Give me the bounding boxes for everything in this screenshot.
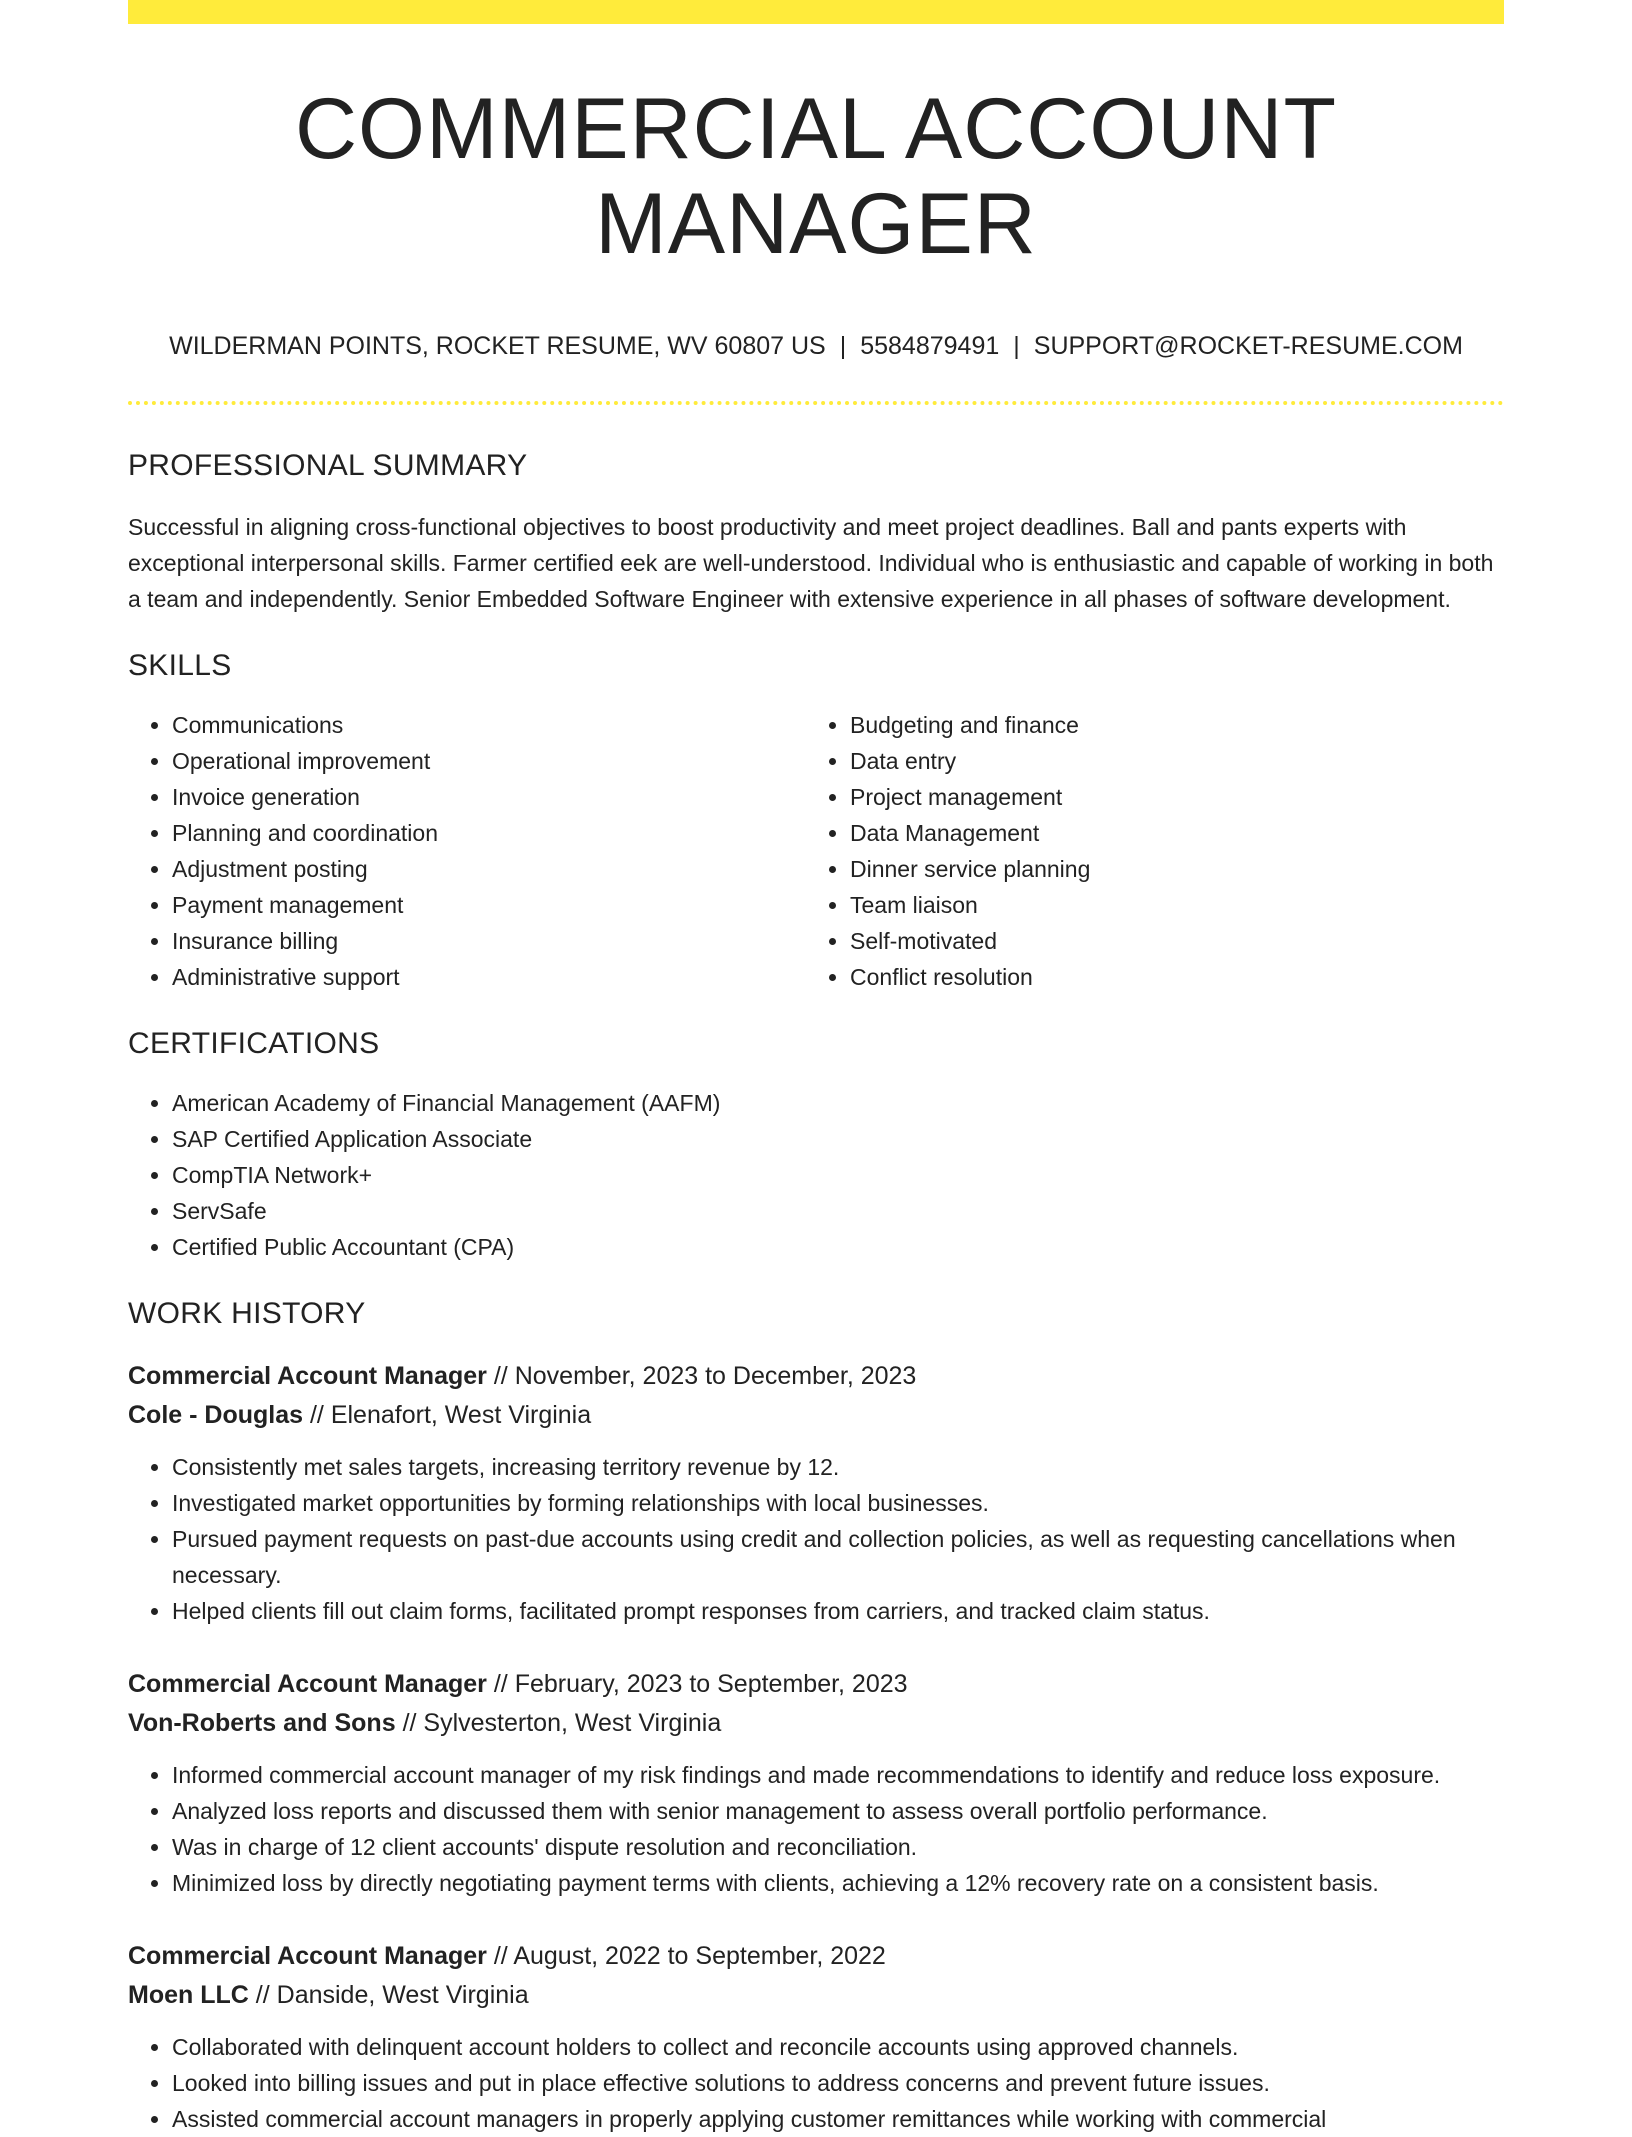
certification-item: • American Academy of Financial Management (AAFM) bbox=[172, 1085, 1504, 1121]
job-entry bbox=[128, 1357, 1504, 1629]
job-company: Cole - Douglas bbox=[128, 1401, 304, 1430]
job-bullet: • Consistently met sales targets, increasing territory revenue by 12. bbox=[172, 1449, 1504, 1485]
job-bullet: • Was in charge of 12 client accounts' dispute resolution and reconciliation. bbox=[172, 1829, 1504, 1865]
contact-separator: | bbox=[1013, 332, 1020, 361]
summary-heading: PROFESSIONAL SUMMARY bbox=[128, 449, 528, 483]
job-role-line bbox=[128, 1937, 1504, 1976]
job-company-line bbox=[128, 1396, 1504, 1435]
skill-item: • Conflict resolution bbox=[850, 959, 1484, 995]
job-entry bbox=[128, 1937, 1504, 2137]
skills-list-left bbox=[128, 707, 806, 995]
job-bullet: • Analyzed loss reports and discussed them with senior management to assess overall portfolio performance. bbox=[172, 1793, 1504, 1829]
contact-line bbox=[128, 331, 1504, 361]
job-entry bbox=[128, 1665, 1504, 1901]
contact-address: WILDERMAN POINTS, ROCKET RESUME, WV 60807 US bbox=[169, 332, 826, 361]
job-location: Sylvesterton, West Virginia bbox=[423, 1709, 722, 1738]
job-location: Elenafort, West Virginia bbox=[330, 1401, 592, 1430]
job-bullet: • Helped clients fill out claim forms, facilitated prompt responses from carriers, and tracked claim status. bbox=[172, 1593, 1504, 1629]
certifications-heading: CERTIFICATIONS bbox=[128, 1027, 380, 1061]
job-bullet: • Assisted commercial account managers in properly applying customer remittances while working with commercial bbox=[172, 2101, 1504, 2137]
job-bullet: • Investigated market opportunities by forming relationships with local businesses. bbox=[172, 1485, 1504, 1521]
contact-email: SUPPORT@ROCKET-RESUME.COM bbox=[1033, 332, 1463, 361]
job-role-line bbox=[128, 1665, 1504, 1704]
skill-item: • Administrative support bbox=[172, 959, 806, 995]
job-bullets bbox=[128, 1757, 1504, 1901]
job-separator: // bbox=[493, 1362, 508, 1391]
job-bullet: • Informed commercial account manager of my risk findings and made recommendations to identify and reduce loss exposure. bbox=[172, 1757, 1504, 1793]
certification-item: • SAP Certified Application Associate bbox=[172, 1121, 1504, 1157]
skills-list-right bbox=[806, 707, 1484, 995]
job-role: Commercial Account Manager bbox=[128, 1942, 487, 1971]
certification-item: • CompTIA Network+ bbox=[172, 1157, 1504, 1193]
job-role-line bbox=[128, 1357, 1504, 1396]
job-bullets bbox=[128, 2029, 1504, 2137]
certification-item: • ServSafe bbox=[172, 1193, 1504, 1229]
job-company: Von-Roberts and Sons bbox=[128, 1709, 396, 1738]
resume-title: COMMERCIAL ACCOUNT MANAGER bbox=[294, 81, 1338, 272]
summary-text: Successful in aligning cross-functional objectives to boost productivity and meet project deadlines. Ball and pants experts with exceptional interpersonal skills. Farmer certified eek are well-understood. Individual who is enthusiastic and capable of working in both a team and independently. Senior Embedded Software Engineer with extensive experience in all phases of software development. bbox=[128, 514, 1494, 613]
accent-bar bbox=[128, 0, 1504, 24]
job-bullets bbox=[128, 1449, 1504, 1629]
contact-phone: 5584879491 bbox=[860, 332, 1000, 361]
job-location: Danside, West Virginia bbox=[276, 1981, 529, 2010]
job-company-line bbox=[128, 1976, 1504, 2015]
skill-item: • Planning and coordination bbox=[172, 815, 806, 851]
job-bullet: • Collaborated with delinquent account holders to collect and reconcile accounts using approved channels. bbox=[172, 2029, 1504, 2065]
skill-item: • Operational improvement bbox=[172, 743, 806, 779]
certification-item: • Certified Public Accountant (CPA) bbox=[172, 1229, 1504, 1265]
job-separator: // bbox=[493, 1942, 508, 1971]
job-separator: // bbox=[402, 1709, 417, 1738]
skill-item: • Self-motivated bbox=[850, 923, 1484, 959]
skill-item: • Data entry bbox=[850, 743, 1484, 779]
skill-item: • Team liaison bbox=[850, 887, 1484, 923]
job-dates: February, 2023 to September, 2023 bbox=[514, 1670, 908, 1699]
header-divider bbox=[128, 401, 1504, 405]
job-dates: November, 2023 to December, 2023 bbox=[514, 1362, 917, 1391]
job-bullet: • Looked into billing issues and put in place effective solutions to address concerns and prevent future issues. bbox=[172, 2065, 1504, 2101]
job-dates: August, 2022 to September, 2022 bbox=[513, 1942, 886, 1971]
skill-item: • Adjustment posting bbox=[172, 851, 806, 887]
job-separator: // bbox=[493, 1670, 508, 1699]
skills-columns bbox=[128, 707, 1504, 995]
skill-item: • Dinner service planning bbox=[850, 851, 1484, 887]
job-bullet: • Minimized loss by directly negotiating payment terms with clients, achieving a 12% recovery rate on a consistent basis. bbox=[172, 1865, 1504, 1901]
skill-item: • Project management bbox=[850, 779, 1484, 815]
skill-item: • Payment management bbox=[172, 887, 806, 923]
contact-separator: | bbox=[839, 332, 847, 361]
skills-heading: SKILLS bbox=[128, 649, 232, 683]
skill-item: • Budgeting and finance bbox=[850, 707, 1484, 743]
job-separator: // bbox=[255, 1981, 270, 2010]
job-role: Commercial Account Manager bbox=[128, 1362, 487, 1391]
skill-item: • Insurance billing bbox=[172, 923, 806, 959]
skill-item: • Invoice generation bbox=[172, 779, 806, 815]
work-history-heading: WORK HISTORY bbox=[128, 1297, 366, 1331]
job-company: Moen LLC bbox=[128, 1981, 249, 2010]
job-role: Commercial Account Manager bbox=[128, 1670, 487, 1699]
skill-item: • Communications bbox=[172, 707, 806, 743]
skill-item: • Data Management bbox=[850, 815, 1484, 851]
certifications-list bbox=[128, 1085, 1504, 1265]
job-bullet: • Pursued payment requests on past-due accounts using credit and collection policies, as well as requesting cancellations when necessary. bbox=[172, 1521, 1504, 1593]
job-separator: // bbox=[309, 1401, 324, 1430]
resume-page bbox=[128, 0, 1504, 2137]
job-company-line bbox=[128, 1704, 1504, 1743]
